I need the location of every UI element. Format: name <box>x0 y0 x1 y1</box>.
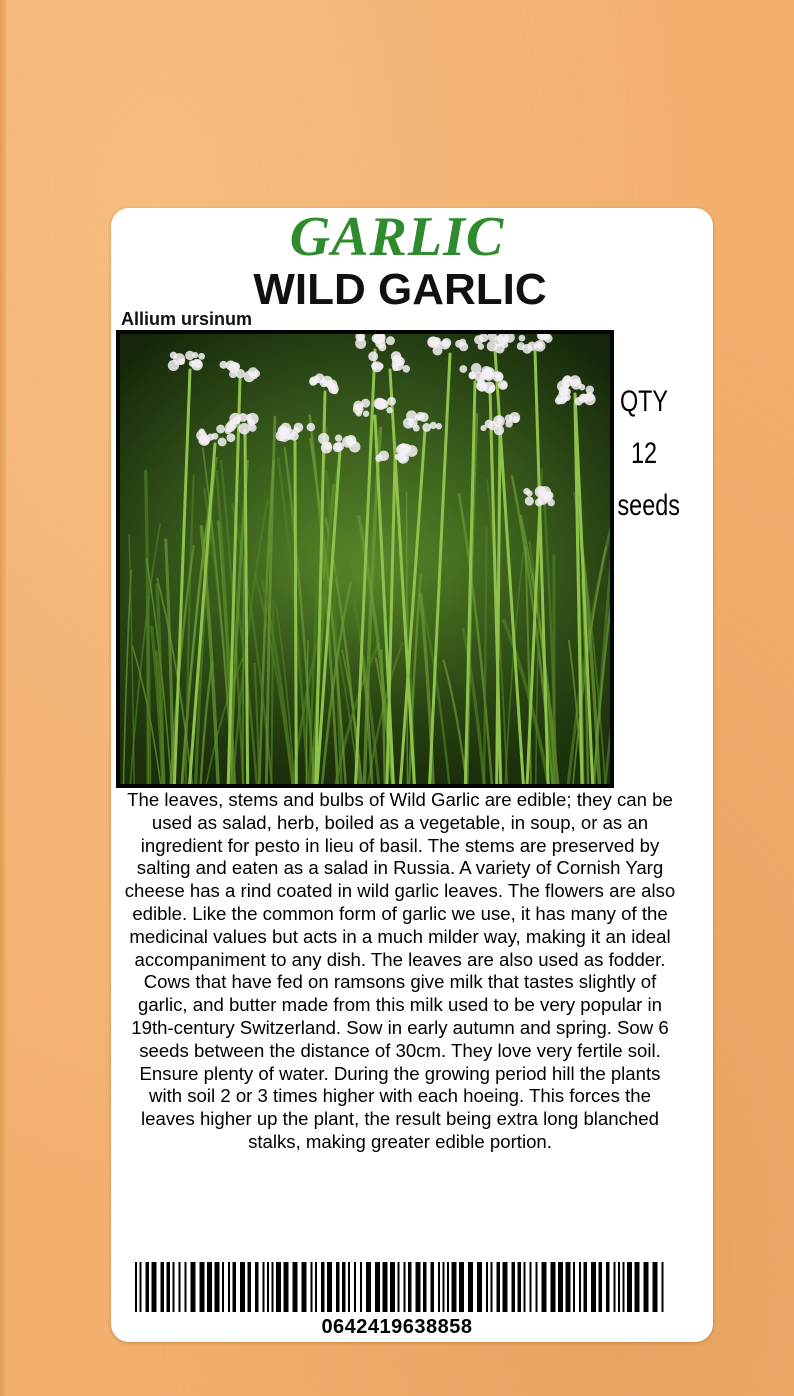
barcode <box>133 1262 667 1312</box>
plant-photo <box>116 330 614 788</box>
category-heading: GARLIC <box>289 206 505 268</box>
latin-name: Allium ursinum <box>121 309 253 329</box>
product-title: WILD GARLIC <box>253 265 547 314</box>
quantity-label <box>617 376 680 532</box>
quantity-count: 12 <box>630 437 658 470</box>
quantity-unit: seeds <box>617 489 680 522</box>
quantity-qty-text: QTY <box>619 385 669 418</box>
description-text: The leaves, stems and bulbs of Wild Garlic are edible; they can be used as salad, herb, boiled as a vegetable, in soup, or as an ingredient for pesto in lieu of basil. The stems are preserved by salting and eaten as a salad in Russia. A variety of Cornish Yarg cheese has a rind coated in wild garlic leaves. The flowers are also edible. Like the common form of garlic we use, it has many of the medicinal values but acts in a much milder way, making it an ideal accompaniment to any dish. The leaves are also used as fodder. Cows that have fed on ramsons give milk that tastes slightly of garlic, and butter made from this milk used to be very popular in 19th-century Switzerland. Sow in early autumn and spring. Sow 6 seeds between the distance of 30cm. They love very fertile soil. Ensure plenty of water. During the growing period hill the plants with soil 2 or 3 times higher with each hoeing. This forces the leaves higher up the plant, the result being extra long blanched stalks, making greater edible portion. <box>124 789 676 1152</box>
barcode-number: 0642419638858 <box>321 1316 473 1338</box>
